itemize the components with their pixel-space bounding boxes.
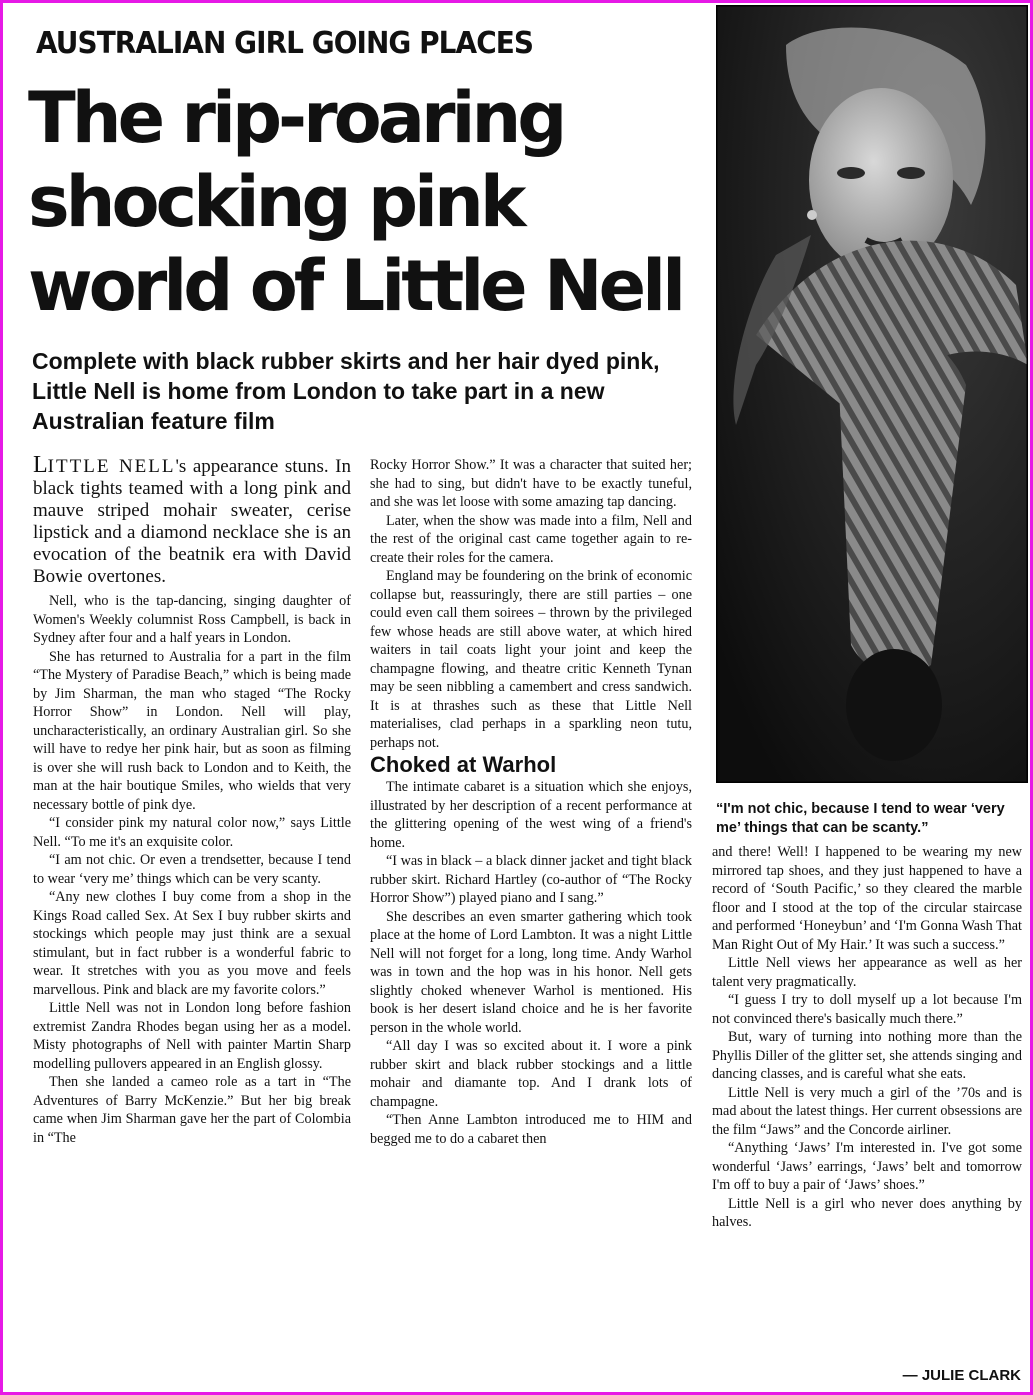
drop-letter: L	[33, 452, 48, 478]
paragraph: England may be foundering on the brink of economic collapse but, reassuringly, there are still parties – one could even call them soirees – thrown by the privileged few whose heads are still above water, at which hired waiters in tail coats light your joint and keep the champagne flowing, and theatre critic Kenneth Tynan may be seen nibbling a camembert and cress sandwich. It is at thrashes such as these that Little Nell materialises, clad perhaps in a sparkling neon tutu, perhaps not.	[370, 568, 692, 751]
headline-line-1: The rip-roaring	[28, 77, 564, 159]
paragraph: “Anything ‘Jaws’ I'm interested in. I've got some wonderful ‘Jaws’ earrings, ‘Jaws’ belt and tomorrow I'm off to buy a pair of ‘Jaws’ shoes.”	[712, 1140, 1022, 1193]
subheading: Choked at Warhol	[370, 752, 557, 777]
paragraph: Later, when the show was made into a film, Nell and the rest of the original cast came together again to re-create their roles for the camera.	[370, 512, 692, 566]
standfirst: Complete with black rubber skirts and her hair dyed pink, Little Nell is home from London to take part in a new Australian feature film	[32, 348, 660, 434]
headline	[28, 76, 718, 328]
lead-paragraph	[33, 454, 351, 588]
photo-caption: “I'm not chic, because I tend to wear ‘very me’ things that can be scanty.”	[716, 801, 1005, 836]
paragraph: She describes an even smarter gathering which took place at the home of Lord Lambton. It was a night Little Nell will not forget for a long, long time. Andy Warhol was in town and the hop was in his honor. Nell gets slightly choked whenever Warhol is mentioned. His book is her desert island choice and he is her favorite person in the whole world.	[370, 908, 692, 1036]
paragraph: Little Nell views her appearance as well as her talent very pragmatically.	[712, 955, 1022, 990]
paragraph: But, wary of turning into nothing more than the Phyllis Diller of the glitter set, she attends singing and dancing classes, and is careful what she eats.	[712, 1029, 1022, 1082]
paragraph: “All day I was so excited about it. I wore a pink rubber skirt and black rubber stockings and a little mohair and diamante top. And I drank lots of champagne.	[370, 1038, 692, 1110]
paragraph: Little Nell is a girl who never does anything by halves.	[712, 1195, 1022, 1230]
paragraph: Little Nell was not in London long before fashion extremist Zandra Rhodes began using her as a model. Misty photographs of Nell with painter Martin Sharp modelling pullovers appeared in an English glossy.	[33, 1000, 351, 1072]
portrait-photo-art	[716, 5, 1028, 783]
kicker: AUSTRALIAN GIRL GOING PLACES	[36, 26, 534, 61]
lead-text: 's appearance stuns. In black tights teamed with a long pink and mauve striped mohair sweater, cerise lipstick and a diamond necklace she is an evocation of the beatnik era with David Bowie overtones.	[33, 456, 351, 587]
paragraph: Then she landed a cameo role as a tart in “The Adventures of Barry McKenzie.” But her big break came when Jim Sharman gave her the part of Colombia in “The	[33, 1074, 351, 1146]
article-column-3	[712, 843, 1022, 1232]
paragraph: “I guess I try to doll myself up a lot because I'm not convinced there's basically much there.”	[712, 992, 1022, 1027]
paragraph: The intimate cabaret is a situation which she enjoys, illustrated by her description of a recent performance at the glittering opening of the west wing of a friend's home.	[370, 779, 692, 851]
paragraph: Nell, who is the tap-dancing, singing daughter of Women's Weekly columnist Ross Campbell, is back in Sydney after four and a half years in London.	[33, 593, 351, 646]
headline-line-2: shocking pink	[28, 161, 523, 243]
paragraph: Little Nell is very much a girl of the ’70s and is mad about the latest things. Her current obsessions are the film “Jaws” and the Concorde airliner.	[712, 1084, 1022, 1138]
headline-line-3: world of Little Nell	[28, 245, 683, 327]
paragraph: “I am not chic. Or even a trendsetter, because I tend to wear ‘very me’ things which can be very scanty.	[33, 852, 351, 887]
paragraph: She has returned to Australia for a part in the film “The Mystery of Paradise Beach,” which is being made by Jim Sharman, the man who staged “The Rocky Horror Show” in London. Nell will play, uncharacteristically, an ordinary Australian girl. So she will have to redye her pink hair, but as soon as filming is over she will rush back to London and to Keith, the man at the hair boutique Smiles, who wields that very necessary bottle of pink dye.	[33, 648, 351, 813]
article-column-1	[33, 454, 351, 1147]
portrait-photo	[716, 5, 1028, 783]
article-column-2	[370, 456, 692, 1148]
paragraph: “Then Anne Lambton introduced me to HIM and begged me to do a cabaret then	[370, 1112, 692, 1147]
paragraph: “Any new clothes I buy come from a shop in the Kings Road called Sex. At Sex I buy rubber skirts and stockings which people may just think are a sexual stimulant, but in fact rubber is a wonderful fabric to wear. It stretches with you as you move and feels marvellous. Pink and black are my favorite colors.”	[33, 889, 351, 998]
paragraph: “I consider pink my natural color now,” says Little Nell. “To me it's an exquisite color.	[33, 815, 351, 850]
lead-small-caps: ITTLE NELL	[47, 456, 176, 477]
paragraph: Rocky Horror Show.” It was a character that suited her; she had to sing, but didn't have to be exactly tuneful, and she was let loose with some amazing tap dancing.	[370, 457, 692, 510]
paragraph: “I was in black – a black dinner jacket and tight black rubber skirt. Richard Hartley (co-author of “The Rocky Horror Show”) played piano and I sang.”	[370, 853, 692, 906]
paragraph: and there! Well! I happened to be wearing my new mirrored tap shoes, and they just happened to have a record of ‘South Pacific,’ so they cleared the marble floor and I stood at the top of the circular staircase and performed ‘Honeybun’ and ‘I'm Gonna Wash That Man Right Out of My Hair.’ It was such a success.”	[712, 844, 1022, 953]
byline: — JULIE CLARK	[902, 1367, 1021, 1384]
